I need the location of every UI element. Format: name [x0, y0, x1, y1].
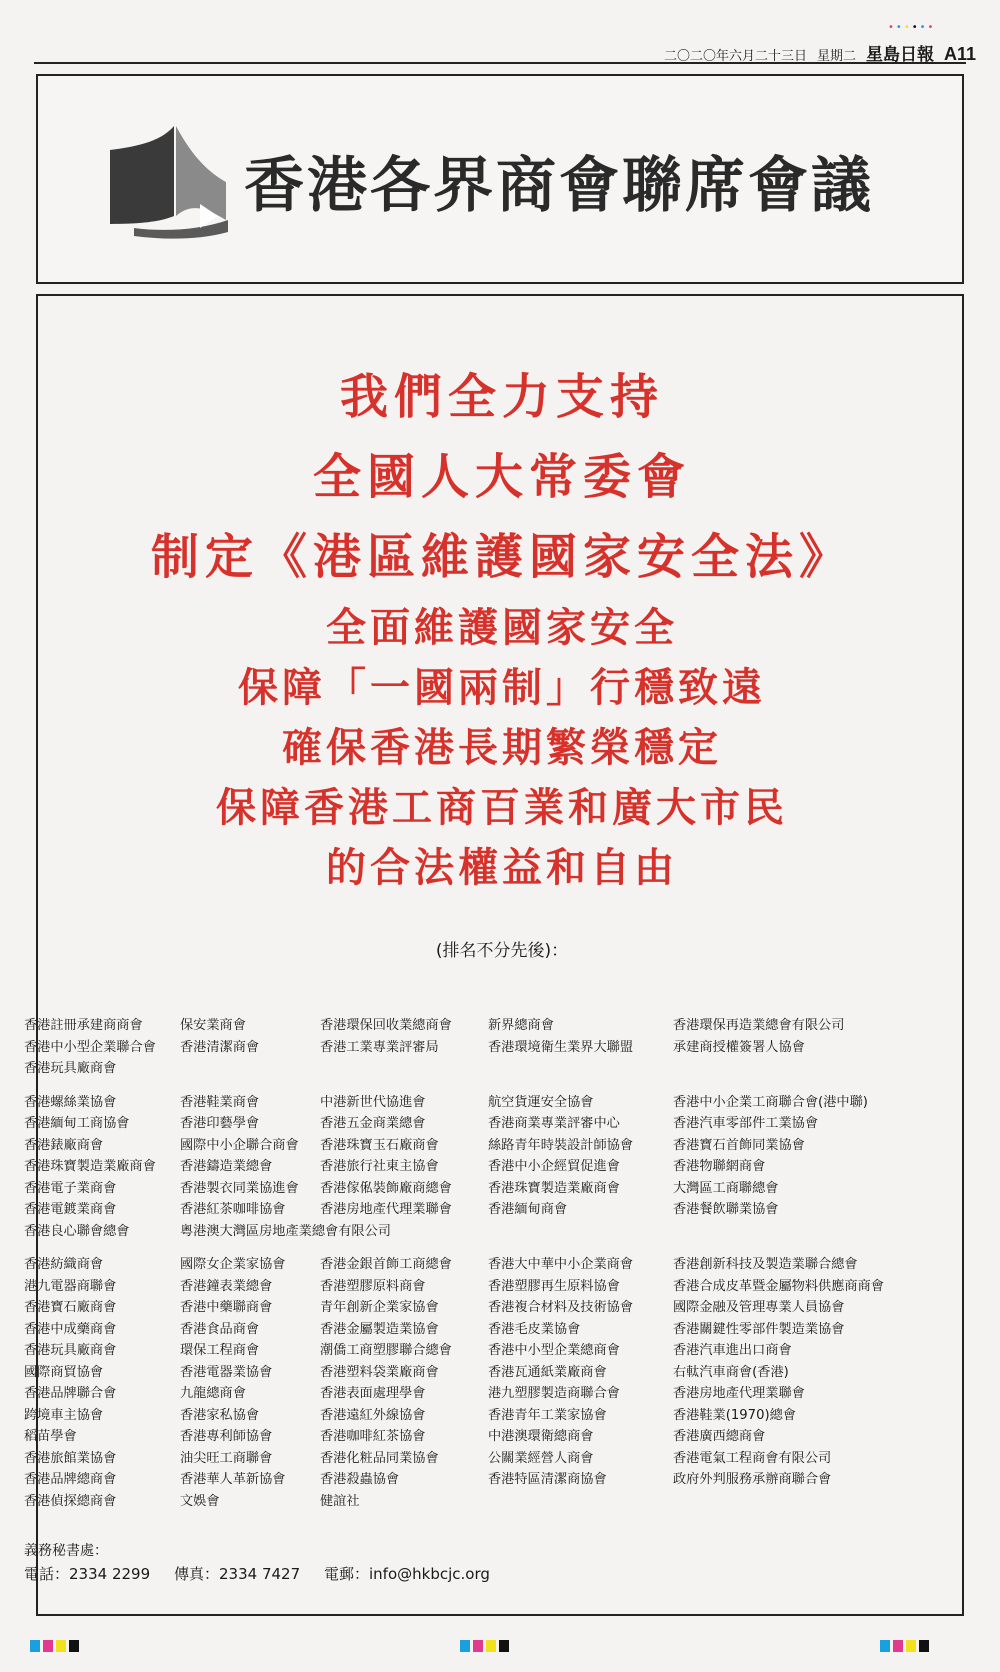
member-organization: 國際女企業家協會 — [180, 1257, 286, 1272]
member-organization: 香港電氣工程商會有限公司 — [673, 1450, 832, 1466]
member-group — [24, 1254, 904, 1512]
member-organization: 香港傢俬裝飾廠商總會 — [320, 1180, 452, 1196]
member-organization: 香港品牌總商會 — [24, 1472, 117, 1487]
member-organization: 香港塑膠再生原料協會 — [488, 1278, 620, 1294]
member-organization: 公關業經營人商會 — [488, 1450, 594, 1466]
subheadline-line-3: 確保香港長期繁榮穩定 — [282, 724, 722, 771]
member-organization: 香港寶石首飾同業協會 — [673, 1137, 805, 1153]
member-organization: 文娛會 — [180, 1493, 220, 1509]
member-organization: 香港房地產代理業聯會 — [320, 1202, 452, 1217]
member-organization: 香港瓦通紙業廠商會 — [488, 1364, 607, 1380]
member-organization: 香港旅行社東主協會 — [320, 1159, 439, 1174]
member-organization: 香港複合材料及技術協會 — [488, 1300, 634, 1315]
member-organization: 香港鐘表業總會 — [180, 1278, 273, 1294]
member-organization: 香港毛皮業協會 — [488, 1321, 581, 1337]
member-organization: 保安業商會 — [180, 1018, 246, 1033]
member-organization: 油尖旺工商聯會 — [180, 1450, 273, 1466]
member-organization: 香港電器業協會 — [180, 1364, 273, 1380]
member-organization: 香港商業專業評審中心 — [488, 1116, 620, 1131]
member-organization: 承建商授權簽署人協會 — [673, 1039, 805, 1055]
member-organization: 香港電鍍業商會 — [24, 1202, 117, 1217]
member-organization: 香港關鍵性零部件製造業協會 — [673, 1321, 845, 1337]
member-organization: 香港中成藥商會 — [24, 1321, 117, 1337]
org-logo-icon — [104, 120, 234, 240]
member-organization: 跨境車主協會 — [24, 1407, 104, 1423]
member-organization: 香港鞋業(1970)總會 — [673, 1407, 796, 1423]
member-organization: 香港金銀首飾工商總會 — [320, 1257, 452, 1272]
masthead-weekday: 星期二 — [816, 49, 856, 64]
member-organization: 香港工業專業評審局 — [320, 1039, 439, 1055]
member-organization: 香港青年工業家協會 — [488, 1407, 607, 1423]
member-organization: 大灣區工商聯總會 — [673, 1180, 779, 1196]
member-organization: 香港創新科技及製造業聯合總會 — [673, 1257, 858, 1272]
member-organization: 香港珠寶製造業廠商會 — [24, 1159, 156, 1174]
member-organization: 香港註冊承建商商會 — [24, 1018, 143, 1033]
secretariat-label: 義務秘書處： — [24, 1543, 108, 1559]
member-organization: 中港澳環衛總商會 — [488, 1429, 594, 1444]
member-organization: 香港旅館業協會 — [24, 1450, 117, 1466]
member-organization: 香港環保再造業總會有限公司 — [673, 1018, 845, 1033]
subheadline-line-1: 全面維護國家安全 — [326, 604, 678, 651]
member-organization: 香港合成皮革暨金屬物料供應商商會 — [673, 1278, 884, 1294]
org-title: 香港各界商會聯席會議 — [244, 151, 874, 221]
header-box — [36, 74, 964, 284]
member-organization: 稻苗學會 — [24, 1429, 77, 1444]
member-organization: 香港中小企經貿促進會 — [488, 1159, 620, 1174]
member-organization: 香港寶石廠商會 — [24, 1300, 117, 1315]
member-organization: 香港華人革新協會 — [180, 1472, 286, 1487]
masthead-page-number: A11 — [943, 44, 976, 64]
member-organization: 香港珠寶玉石廠商會 — [320, 1137, 439, 1153]
member-organization: 國際中小企聯合商會 — [180, 1137, 299, 1153]
member-organization: 香港紡織商會 — [24, 1257, 104, 1272]
member-organization: 國際金融及管理專業人員協會 — [673, 1300, 845, 1315]
member-organization: 青年創新企業家協會 — [320, 1300, 439, 1315]
member-organization: 健誼社 — [320, 1493, 360, 1509]
masthead-date: 二〇二〇年六月二十三日 — [663, 49, 807, 64]
member-organization: 香港金屬製造業協會 — [320, 1321, 439, 1337]
member-organization: 香港緬甸商會 — [488, 1202, 568, 1217]
member-organization: 香港環境衛生業界大聯盟 — [488, 1039, 634, 1055]
color-registration-bar — [460, 1640, 509, 1652]
subheadline-line-5: 的合法權益和自由 — [326, 844, 678, 891]
subheadline-line-4: 保障香港工商百業和廣大市民 — [216, 784, 788, 831]
member-organization: 香港鑄造業總會 — [180, 1159, 273, 1174]
member-organization: 政府外判服務承辦商聯合會 — [673, 1472, 832, 1487]
color-registration-bar — [880, 1640, 929, 1652]
member-organization: 香港玩具廠商會 — [24, 1061, 117, 1076]
member-organization: 香港特區清潔商協會 — [488, 1472, 607, 1487]
member-organization: 香港鞋業商會 — [180, 1094, 260, 1110]
member-organization: 中港新世代協進會 — [320, 1094, 426, 1110]
member-organization: 潮僑工商塑膠聯合總會 — [320, 1343, 452, 1358]
member-organization: 香港中藥聯商會 — [180, 1300, 273, 1315]
masthead-paper-name: 星島日報 — [865, 45, 934, 65]
color-registration-bar — [30, 1640, 79, 1652]
member-organization: 港九電器商聯會 — [24, 1278, 117, 1294]
member-organization: 香港中小企業工商聯合會(港中聯) — [673, 1094, 868, 1110]
member-organization: 香港汽車進出口商會 — [673, 1343, 792, 1358]
member-organization: 香港表面處理學會 — [320, 1386, 426, 1401]
member-organization: 香港殺蟲協會 — [320, 1472, 400, 1487]
member-organization: 新界總商會 — [488, 1018, 554, 1033]
sort-note: (排名不分先後)： — [435, 941, 569, 961]
member-organization: 香港遠紅外線協會 — [320, 1407, 426, 1423]
member-organization: 航空貨運安全協會 — [488, 1094, 594, 1110]
member-organization: 香港印藝學會 — [180, 1116, 260, 1131]
member-organization: 香港食品商會 — [180, 1321, 260, 1337]
member-organization: 香港專利師協會 — [180, 1429, 273, 1444]
member-organization: 環保工程商會 — [180, 1343, 260, 1358]
member-organization: 港九塑膠製造商聯合會 — [488, 1386, 620, 1401]
contact-row — [24, 1563, 490, 1584]
member-organization: 粵港澳大灣區房地產業總會有限公司 — [180, 1223, 391, 1239]
member-organization: 香港環保回收業總商會 — [320, 1018, 452, 1033]
member-organization: 香港咖啡紅茶協會 — [320, 1429, 426, 1444]
member-organization: 香港珠寶製造業廠商會 — [488, 1180, 620, 1196]
member-organization: 香港塑膠原料商會 — [320, 1278, 426, 1294]
masthead-rule — [34, 62, 966, 64]
member-organization: 右軚汽車商會(香港) — [673, 1364, 789, 1380]
member-organization: 香港玩具廠商會 — [24, 1343, 117, 1358]
member-organization: 香港物聯網商會 — [673, 1159, 766, 1174]
member-organization: 九龍總商會 — [180, 1386, 246, 1401]
headline-line-1: 我們全力支持 — [339, 369, 664, 425]
member-organization: 香港汽車零部件工業協會 — [673, 1116, 819, 1131]
member-organization: 香港五金商業總會 — [320, 1116, 426, 1131]
member-list — [24, 1015, 904, 1524]
member-organization: 香港廣西總商會 — [673, 1429, 766, 1444]
member-organization: 香港家私協會 — [180, 1407, 260, 1423]
member-organization: 香港偵探總商會 — [24, 1493, 117, 1509]
fax-number: 傳真：2334 7427 — [174, 1565, 301, 1583]
headline-line-2: 全國人大常委會 — [312, 449, 691, 505]
member-organization: 香港餐飲聯業協會 — [673, 1202, 779, 1217]
member-group — [24, 1092, 904, 1243]
member-organization: 香港清潔商會 — [180, 1039, 260, 1055]
email-address: 電郵：info@hkbcjc.org — [324, 1565, 490, 1583]
member-organization: 香港電子業商會 — [24, 1180, 117, 1196]
phone-number: 電話：2334 2299 — [24, 1565, 151, 1583]
member-organization: 香港錶廠商會 — [24, 1137, 104, 1153]
member-organization: 絲路青年時裝設計師協會 — [488, 1137, 634, 1153]
member-organization: 香港化粧品同業協會 — [320, 1450, 439, 1466]
subheadline-line-2: 保障「一國兩制」行穩致遠 — [238, 664, 766, 711]
member-organization: 香港品牌聯合會 — [24, 1386, 117, 1401]
member-organization: 香港紅茶咖啡協會 — [180, 1202, 286, 1217]
member-organization: 香港房地產代理業聯會 — [673, 1386, 805, 1401]
registration-dots: •••••• — [888, 22, 936, 33]
member-organization: 香港製衣同業協進會 — [180, 1180, 299, 1196]
member-organization: 香港大中華中小企業商會 — [488, 1257, 634, 1272]
member-organization: 香港塑料袋業廠商會 — [320, 1364, 439, 1380]
member-organization: 香港中小型企業聯合會 — [24, 1039, 156, 1055]
member-group — [24, 1015, 904, 1080]
member-organization: 國際商貿協會 — [24, 1364, 104, 1380]
member-organization: 香港良心聯會總會 — [24, 1223, 130, 1239]
headline-line-3: 制定《港區維護國家安全法》 — [150, 529, 853, 585]
member-organization: 香港緬甸工商協會 — [24, 1116, 130, 1131]
member-organization: 香港中小型企業總商會 — [488, 1343, 620, 1358]
member-organization: 香港螺絲業協會 — [24, 1094, 117, 1110]
